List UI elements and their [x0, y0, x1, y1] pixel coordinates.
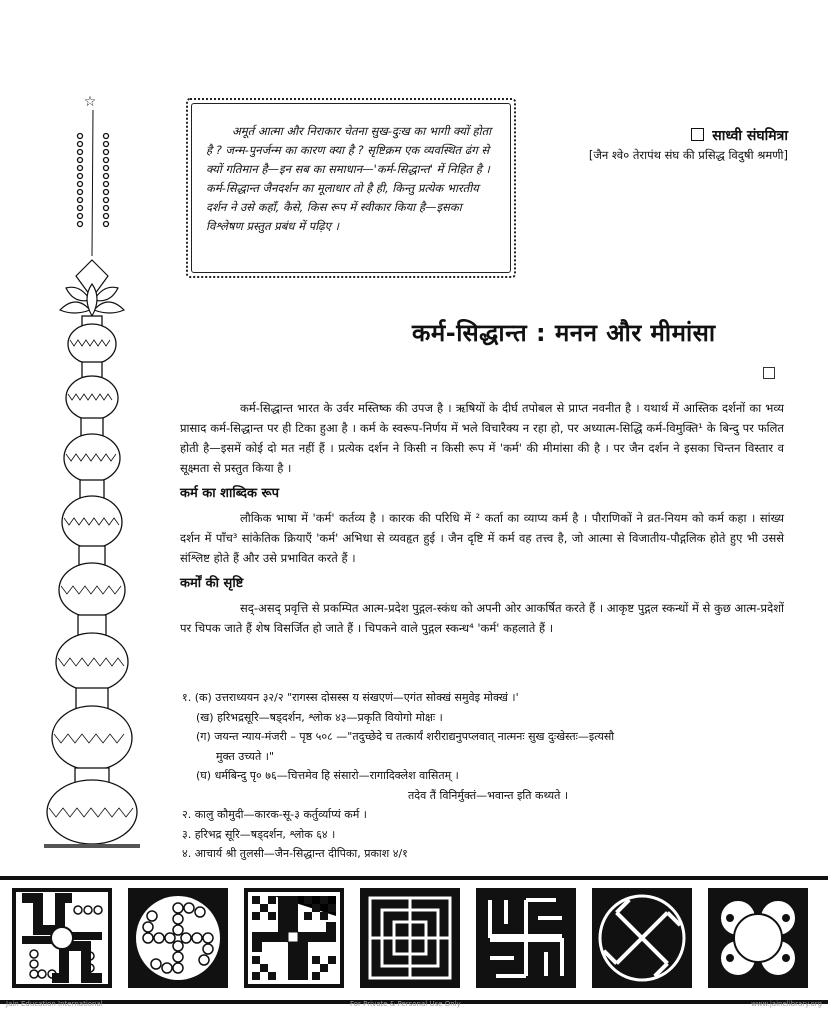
- square-ornament-icon: [763, 367, 775, 379]
- swastika-maze-tile-icon: [360, 888, 460, 988]
- swastika-circle-tile-icon: [592, 888, 692, 988]
- author-block: [589, 126, 788, 163]
- footnote: २. कालु कौमुदी—कारक-सू-३ कर्तुर्व्याप्यं कर्म ।: [182, 808, 367, 821]
- paragraph: सद्-असद् प्रवृत्ति से प्रकम्पित आत्म-प्रदेश पुद्गल-स्कंध को अपनी ओर आकर्षित करते हैं । आकृष्ट पुद्गल स्कन्धों में से कुछ आत्म-प्रदेशों पर चिपक जाते हैं शेष विसर्जित हो जाते हैं । चिपकने वाले पुद्गल स्कन्ध⁴ 'कर्म' कहलाते हैं ।: [180, 601, 784, 635]
- footnote: (ग) जयन्त न्याय-मंजरी – पृष्ठ ५०८ —"तदुच्छेदे च तत्कार्यं शरीराद्यनुपप्लवात् नात्मनः सुख दुःखेस्तः—इत्यसौ: [196, 730, 615, 743]
- footnotes: [182, 688, 802, 864]
- footnote: (ख) हरिभद्रसूरि—षड्दर्शन, श्लोक ४३—प्रकृति वियोगो मोक्षः ।: [196, 710, 443, 724]
- divider-top: [0, 876, 828, 880]
- paragraph-intro: कर्म-सिद्धान्त भारत के उर्वर मस्तिष्क की उपज है । ऋषियों के दीर्घ तपोबल से प्राप्त नवनीत है । यथार्थ में आस्तिक दर्शनों का भव्य प्रासाद कर्म-सिद्धान्त पर ही टिका हुआ है । कर्म के स्वरूप-निर्णय में भले विचारैक्य न रहा हो, पर अध्यात्म-सिद्धि कर्म-विमुक्ति¹ के बिन्दु पर फलित होती है—इसमें कोई दो मत नहीं हैं । प्रत्येक दर्शन ने किसी न किसी रूप में 'कर्म' की मीमांसा की है । पर जैन दर्शन ने इसका चिन्तन विस्तार व सूक्ष्मता से प्रस्तुत किया है ।: [180, 401, 784, 475]
- author-name: साध्वी संघमित्रा: [712, 128, 788, 144]
- section-heading: कर्मों की सृष्टि: [180, 576, 244, 591]
- section-heading: कर्म का शाब्दिक रूप: [180, 486, 279, 501]
- footnote: मुक्त उच्यते ।": [216, 749, 274, 763]
- footnote: ४. आचार्य श्री तुलसी—जैन-सिद्धान्त दीपिका, प्रकाश ४/१: [182, 847, 408, 860]
- article-title: कर्म-सिद्धान्त : मनन और मीमांसा: [412, 319, 716, 347]
- footnote: तदेव तैं विनिर्मुक्तं—भवान्त इति कथ्यते ।: [408, 788, 569, 802]
- swastika-checker-tile-icon: [244, 888, 344, 988]
- author-description: [जैन श्वे० तेरापंथ संघ की प्रसिद्ध विदुषी श्रमणी]: [588, 148, 788, 162]
- swastika-leaf-tile-icon: [12, 888, 112, 988]
- intro-box: [186, 98, 516, 278]
- floral-lotus-tile-icon: [708, 888, 808, 988]
- footnote: ३. हरिभद्र सूरि—षड्दर्शन, श्लोक ६४ ।: [182, 827, 336, 841]
- svg-text:☆: ☆: [83, 94, 97, 110]
- intro-text: अमूर्त आत्मा और निराकार चेतना सुख-दुःख का भागी क्यों होता है ? जन्म-पुनर्जन्म का कारण क्या है ? सृष्टिक्रम एक व्यवस्थित ढंग से क्यों गतिमान है—इन सब का समाधान—'कर्म-सिद्धान्त' में निहित है । कर्म-सिद्धान्त जैनदर्शन का मूलाधार तो है ही, किन्तु प्रत्येक भारतीय दर्शन ने उसे कहाँ, कैसे, किस रूप में स्वीकार किया है—इसका विश्लेषण प्रस्तुत प्रबंध में पढ़िए ।: [206, 124, 492, 233]
- footer-center: For Private & Personal Use Only: [350, 1000, 461, 1008]
- page-footer: [0, 1000, 828, 1010]
- square-bullet-icon: [691, 128, 704, 141]
- ornament-tiles: [12, 888, 828, 978]
- article-body: [180, 398, 784, 638]
- swastika-bold-tile-icon: [476, 888, 576, 988]
- footer-left: Jain Education International: [6, 1000, 103, 1008]
- footer-right: www.jainelibrary.org: [751, 1000, 822, 1008]
- footnote: (घ) धर्मबिन्दु पृ० ७६—चित्तमेव हि संसारो—रागादिक्लेश वासितम् ।: [196, 769, 459, 782]
- footnote: १. (क) उत्तराध्ययन ३२/२ "रागस्स दोसस्स य संखएणं—एगंत सोक्खं समुवेइ मोक्खं ।': [182, 691, 519, 704]
- swastika-beads-tile-icon: [128, 888, 228, 988]
- kalash-pillar-illustration: [30, 88, 180, 858]
- paragraph: लौकिक भाषा में 'कर्म' कर्तव्य है । कारक की परिधि में ² कर्ता का व्याप्य कर्म है । पौराणिकों ने व्रत-नियम को कर्म कहा । सांख्य दर्शन में पाँच³ सांकेतिक क्रियाएँ 'कर्म' अभिधा से व्यवहृत हुई । जैन दृष्टि में कर्म वह तत्त्व है, जो आत्मा से विजातीय-पौद्गलिक होते हुए भी उससे संश्लिष्ट होते हैं और उसे प्रभावित करते हैं ।: [180, 511, 784, 565]
